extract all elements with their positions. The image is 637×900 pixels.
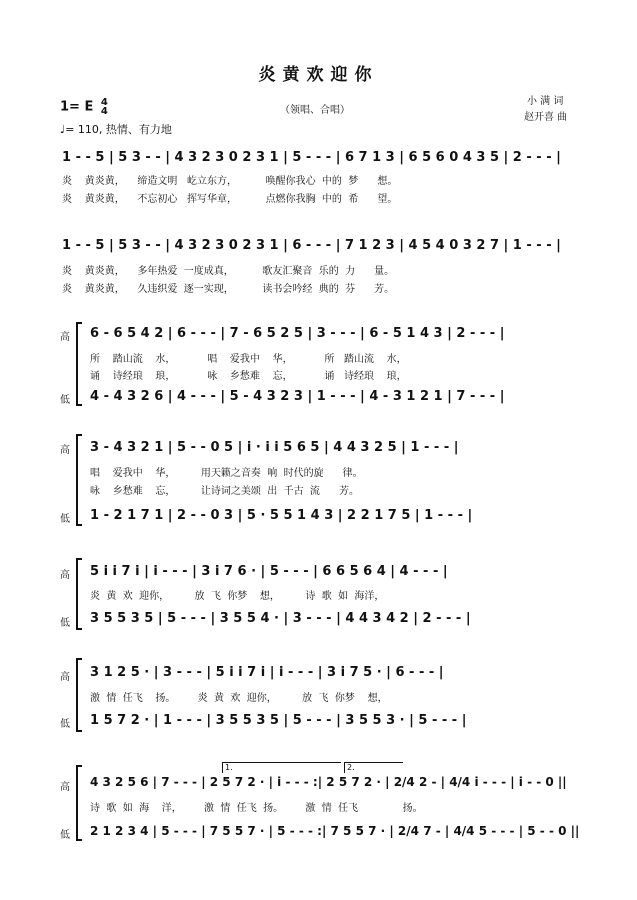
notation-line-low: 4 - 4 3 2 6 | 4 - - - | 5 - 4 3 2 3 | 1 - - - | 4 - 3 1 2 1 | 7 - - - |	[90, 389, 505, 404]
part-label-high: 高	[60, 782, 70, 793]
part-label-high: 高	[60, 445, 70, 456]
lyric-line-1: 炎 黄炎黄， 多年热爱 一度成真， 歌友汇聚音 乐的 力 量。	[62, 266, 395, 277]
time-signature-bottom: 4	[100, 106, 108, 117]
brace-cap-top	[76, 434, 82, 436]
part-label-low: 低	[60, 719, 70, 730]
lyric-line-1: 炎 黄 欢 迎你， 放 飞 你梦 想， 诗 歌 如 海洋，	[90, 591, 385, 602]
brace-cap-bottom	[76, 730, 82, 732]
system-brace	[76, 558, 78, 630]
notation-line-low: 3 5 5 3 5 | 5 - - - | 3 5 5 4 · | 3 - - - | 4 4 3 4 2 | 2 - - - |	[90, 611, 471, 626]
brace-cap-bottom	[76, 404, 82, 406]
tempo-marking: ♩= 110, 热情、有力地	[60, 123, 172, 136]
part-label-high: 高	[60, 570, 70, 581]
notation-line-low: 1 5 7 2 · | 1 - - - | 3 5 5 3 5 | 5 - - - | 3 5 5 3 · | 5 - - - |	[90, 713, 467, 728]
part-label-low: 低	[60, 514, 70, 525]
notation-line-high: 3 - 4 3 2 1 | 5 - - 0 5 | i · i i 5 6 5 | 4 4 3 2 5 | 1 - - - |	[90, 440, 459, 455]
brace-cap-top	[76, 658, 82, 660]
credits	[524, 94, 567, 126]
composer: 赵开喜 曲	[524, 112, 568, 123]
lyric-line-2: 诵 诗经琅 琅， 咏 乡愁难 忘， 诵 诗经琅 琅，	[90, 371, 407, 382]
notation-line-low: 1 - 2 1 7 1 | 2 - - 0 3 | 5 · 5 5 1 4 3 | 2 2 1 7 5 | 1 - - - |	[90, 508, 473, 523]
part-label-low: 低	[60, 618, 70, 629]
part-label-high: 高	[60, 672, 70, 683]
lyric-line-2: 炎 黄炎黄， 久违织爱 逐一实现， 读书会吟经 典的 芬 芳。	[62, 284, 395, 295]
song-title: 炎黄欢迎你	[258, 65, 379, 85]
time-signature-top: 4	[100, 97, 108, 108]
volta-2-label: 2.	[347, 763, 355, 772]
volta-bracket-2	[344, 762, 403, 773]
time-signature	[101, 98, 108, 116]
key-label: 1= E	[60, 99, 94, 115]
brace-cap-bottom	[76, 524, 82, 526]
volta-bracket-1	[222, 762, 341, 773]
brace-cap-bottom	[76, 839, 82, 841]
key-signature	[60, 98, 108, 116]
notation-line-low: 2 1 2 3 4 | 5 - - - | 7 5 5 7 · | 5 - - - :| 7 5 5 7 · | 2/4 7 - | 4/4 5 - - - | 5 - - 0 ||	[90, 824, 580, 838]
brace-cap-bottom	[76, 628, 82, 630]
brace-cap-top	[76, 558, 82, 560]
notation-line: 1 - - 5 | 5 3 - - | 4 3 2 3 0 2 3 1 | 5 - - - | 6 7 1 3 | 6 5 6 0 4 3 5 | 2 - - - |	[62, 150, 561, 165]
part-label-high: 高	[60, 332, 70, 343]
system-brace	[76, 434, 78, 526]
lyric-line-2: 咏 乡愁难 忘， 让诗词之美颂 出 千古 流 芳。	[90, 486, 360, 497]
part-label-low: 低	[60, 830, 70, 841]
notation-line-high: 3 1 2 5 · | 3 - - - | 5 i i 7 i | i - - - | 3 i 7 5 · | 6 - - - |	[90, 665, 444, 680]
lyric-line-2: 炎 黄炎黄， 不忘初心 挥写华章， 点燃你我胸 中的 希 望。	[62, 194, 398, 205]
lyric-line-1: 炎 黄炎黄， 缔造文明 屹立东方， 唤醒你我心 中的 梦 想。	[62, 176, 398, 187]
lyric-line-1: 所 踏山流 水， 唱 爱我中 华， 所 踏山流 水，	[90, 354, 407, 365]
lyric-line-1: 诗 歌 如 海 洋， 激 情 任飞 扬。 激 情 任飞 扬。	[90, 803, 423, 814]
brace-cap-top	[76, 322, 82, 324]
system-brace	[76, 322, 78, 406]
lyric-line-1: 唱 爱我中 华， 用天籁之音奏 响 时代的旋 律。	[90, 468, 363, 479]
part-label-low: 低	[60, 395, 70, 406]
notation-line: 1 - - 5 | 5 3 - - | 4 3 2 3 0 2 3 1 | 6 - - - | 7 1 2 3 | 4 5 4 0 3 2 7 | 1 - - - |	[62, 238, 561, 253]
system-brace	[76, 658, 78, 732]
performance-note: （领唱、合唱）	[280, 105, 350, 116]
lyric-line-1: 激 情 任飞 扬。 炎 黄 欢 迎你， 放 飞 你梦 想，	[90, 693, 388, 704]
lyricist: 小 满 词	[527, 96, 564, 107]
notation-line-high: 6 - 6 5 4 2 | 6 - - - | 7 - 6 5 2 5 | 3 - - - | 6 - 5 1 4 3 | 2 - - - |	[90, 326, 505, 341]
notation-line-high: 4 3 2 5 6 | 7 - - - | 2 5 7 2 · | i - - - :| 2 5 7 2 · | 2/4 2 - | 4/4 i - - - | i - - 0 ||	[90, 775, 567, 789]
brace-cap-top	[76, 765, 82, 767]
notation-line-high: 5 i i 7 i | i - - - | 3 i 7 6 · | 5 - - - | 6 6 5 6 4 | 4 - - - |	[90, 564, 448, 579]
volta-1-label: 1.	[225, 763, 233, 772]
system-brace	[76, 765, 78, 841]
